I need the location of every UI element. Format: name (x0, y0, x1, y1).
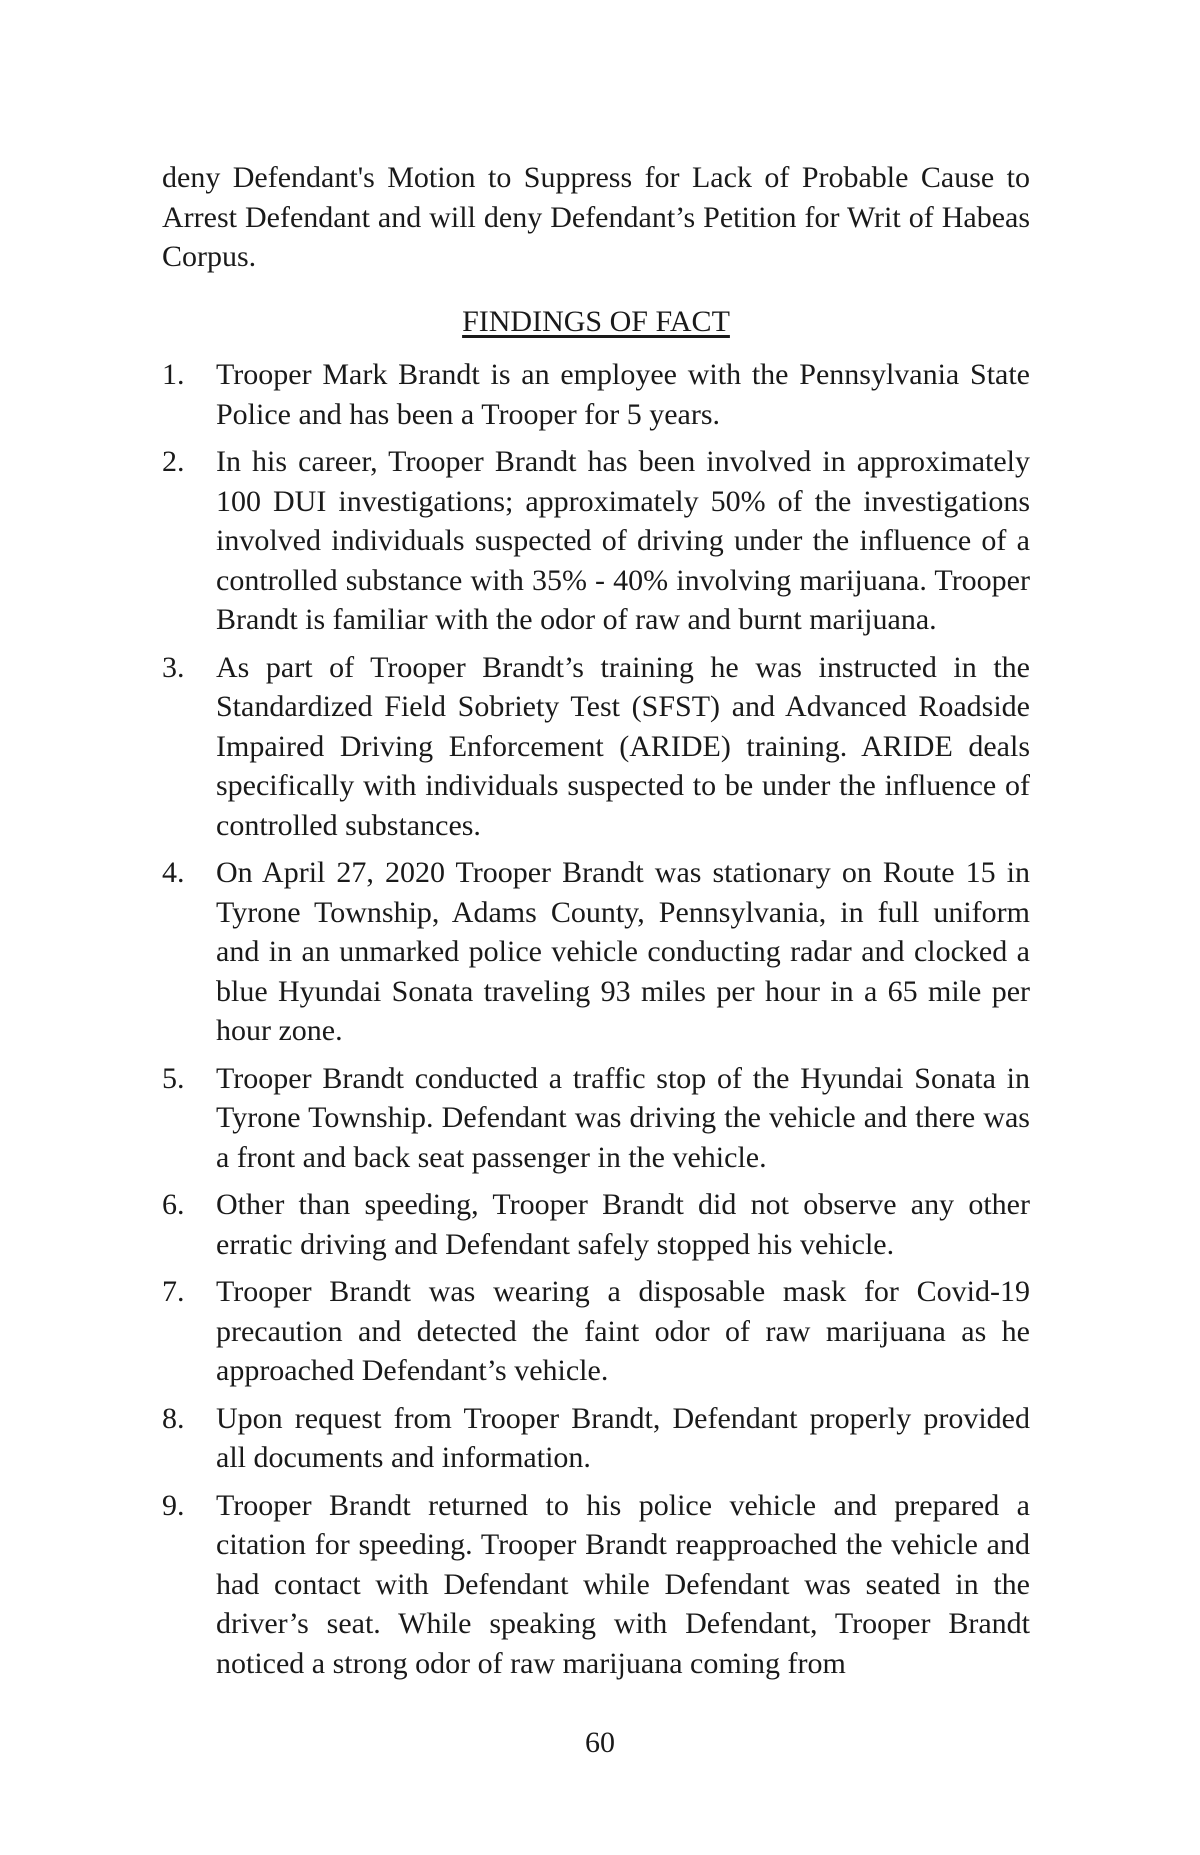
intro-paragraph: deny Defendant's Motion to Suppress for Lack of Probable Cause to Arrest Defendant and will deny Defendant’s Petition for Writ of Habeas Corpus. (162, 161, 1030, 273)
finding-item (162, 1272, 1030, 1391)
finding-item (162, 1486, 1030, 1684)
findings-list (162, 355, 1030, 1683)
finding-text: Trooper Mark Brandt is an employee with the Pennsylvania State Police and has been a Trooper for 5 years. (216, 358, 1030, 431)
finding-item (162, 1059, 1030, 1178)
finding-item (162, 1399, 1030, 1478)
finding-number: 9. (162, 1488, 185, 1522)
finding-item (162, 355, 1030, 434)
section-heading: FINDINGS OF FACT (462, 304, 730, 338)
page-body (162, 158, 1030, 1691)
finding-text: Other than speeding, Trooper Brandt did not observe any other erratic driving and Defendant safely stopped his vehicle. (216, 1188, 1030, 1261)
finding-text: Upon request from Trooper Brandt, Defendant properly provided all documents and information. (216, 1401, 1030, 1474)
finding-text: Trooper Brandt was wearing a disposable mask for Covid-19 precaution and detected the faint odor of raw marijuana as he approached Defendant’s vehicle. (216, 1275, 1030, 1387)
finding-number: 6. (162, 1188, 185, 1221)
finding-text: On April 27, 2020 Trooper Brandt was stationary on Route 15 in Tyrone Township, Adams County, Pennsylvania, in full uniform and in an unmarked police vehicle conducting radar and clocked a blue Hyundai Sonata traveling 93 miles per hour in a 65 mile per hour zone. (216, 856, 1030, 1047)
finding-item (162, 442, 1030, 640)
finding-number: 4. (162, 856, 185, 889)
finding-item (162, 648, 1030, 846)
finding-text: Trooper Brandt conducted a traffic stop of the Hyundai Sonata in Tyrone Township. Defendant was driving the vehicle and there was a front and back seat passenger in the vehicle. (216, 1061, 1030, 1174)
finding-number: 5. (162, 1061, 185, 1095)
page-number: 60 (585, 1726, 615, 1759)
finding-text: Trooper Brandt returned to his police vehicle and prepared a citation for speeding. Trooper Brandt reapproached the vehicle and had contact with Defendant while Defendant was seated in the driver’s seat. While speaking with Defendant, Trooper Brandt noticed a strong odor of raw marijuana coming from (216, 1488, 1030, 1680)
finding-text: In his career, Trooper Brandt has been involved in approximately 100 DUI investigations; approximately 50% of the investigations involved individuals suspected of driving under the influence of a controlled substance with 35% - 40% involving marijuana. Trooper Brandt is familiar with the odor of raw and burnt marijuana. (216, 445, 1030, 636)
finding-item (162, 1185, 1030, 1264)
finding-item (162, 853, 1030, 1051)
finding-number: 1. (162, 358, 185, 391)
finding-number: 2. (162, 445, 185, 478)
finding-number: 3. (162, 650, 185, 684)
finding-number: 8. (162, 1401, 185, 1435)
finding-text: As part of Trooper Brandt’s training he was instructed in the Standardized Field Sobriety Test (SFST) and Advanced Roadside Impaired Driving Enforcement (ARIDE) training. ARIDE deals specifically with individuals suspected to be under the influence of controlled substances. (216, 650, 1030, 842)
finding-number: 7. (162, 1275, 185, 1308)
